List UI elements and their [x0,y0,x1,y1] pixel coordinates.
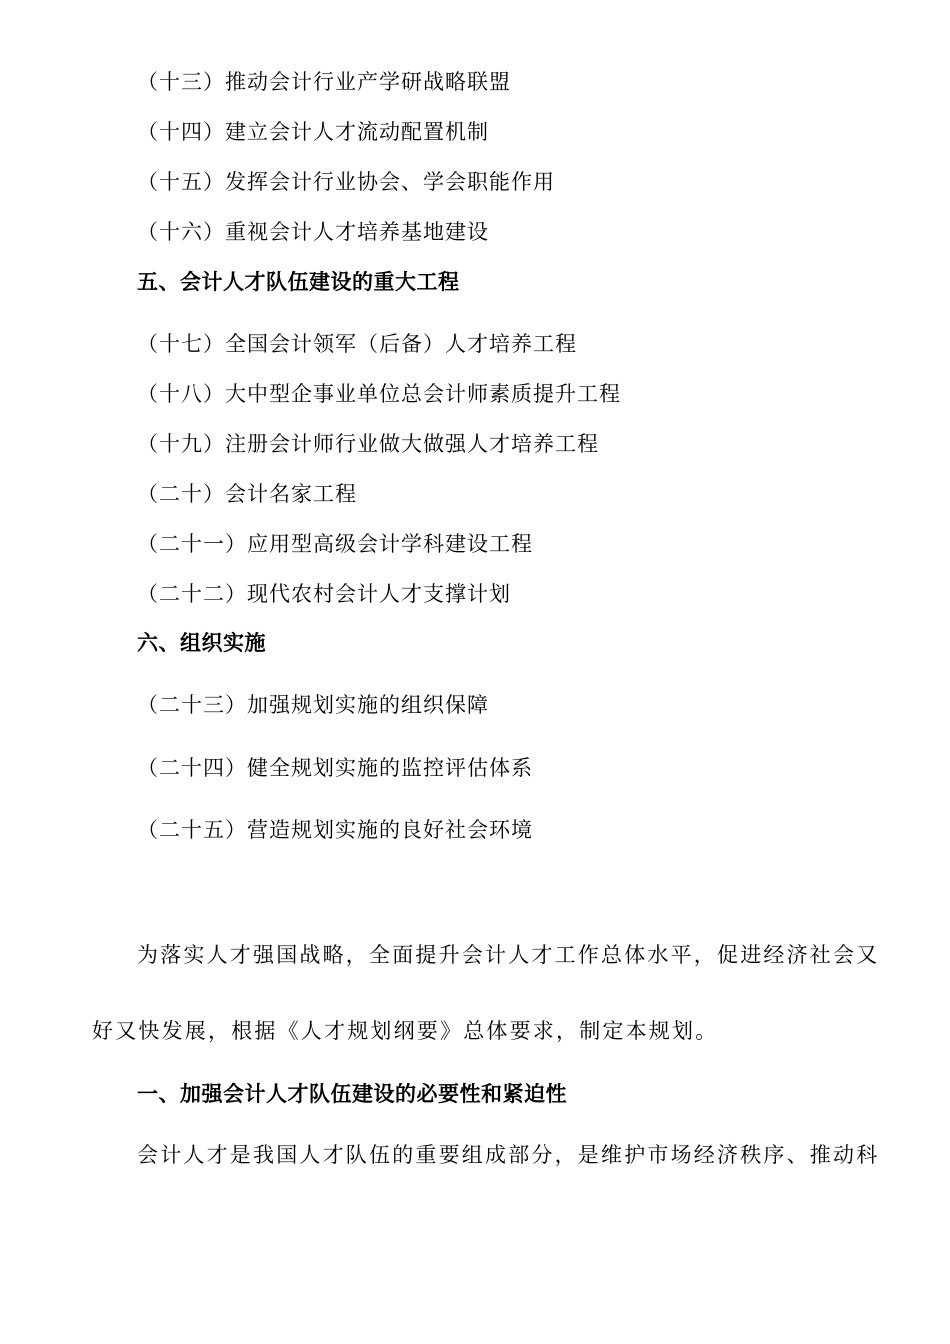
toc-item-21: （二十一）应用型高级会计学科建设工程 [137,532,533,556]
toc-item-24: （二十四）健全规划实施的监控评估体系 [137,756,533,780]
intro-paragraph-line-1: 为落实人才强国战略，全面提升会计人才工作总体水平，促进经济社会又 [137,943,880,967]
toc-item-14: （十四）建立会计人才流动配置机制 [137,120,489,144]
intro-paragraph-line-2: 好又快发展，根据《人才规划纲要》总体要求，制定本规划。 [92,1019,719,1043]
toc-item-13: （十三）推动会计行业产学研战略联盟 [137,70,511,94]
toc-item-17: （十七）全国会计领军（后备）人才培养工程 [137,332,577,356]
toc-item-19: （十九）注册会计师行业做大做强人才培养工程 [137,432,599,456]
toc-item-25: （二十五）营造规划实施的良好社会环境 [137,818,533,842]
toc-item-23: （二十三）加强规划实施的组织保障 [137,693,489,717]
section-1-heading: 一、加强会计人才队伍建设的必要性和紧迫性 [137,1082,567,1106]
section-1-paragraph-line-1: 会计人才是我国人才队伍的重要组成部分，是维护市场经济秩序、推动科 [137,1143,880,1167]
toc-item-22: （二十二）现代农村会计人才支撑计划 [137,582,511,606]
toc-item-18: （十八）大中型企事业单位总会计师素质提升工程 [137,382,621,406]
toc-item-20: （二十）会计名家工程 [137,482,357,506]
section-6-heading: 六、组织实施 [137,631,266,655]
toc-item-15: （十五）发挥会计行业协会、学会职能作用 [137,170,555,194]
section-5-heading: 五、会计人才队伍建设的重大工程 [137,270,460,294]
toc-item-16: （十六）重视会计人才培养基地建设 [137,220,489,244]
